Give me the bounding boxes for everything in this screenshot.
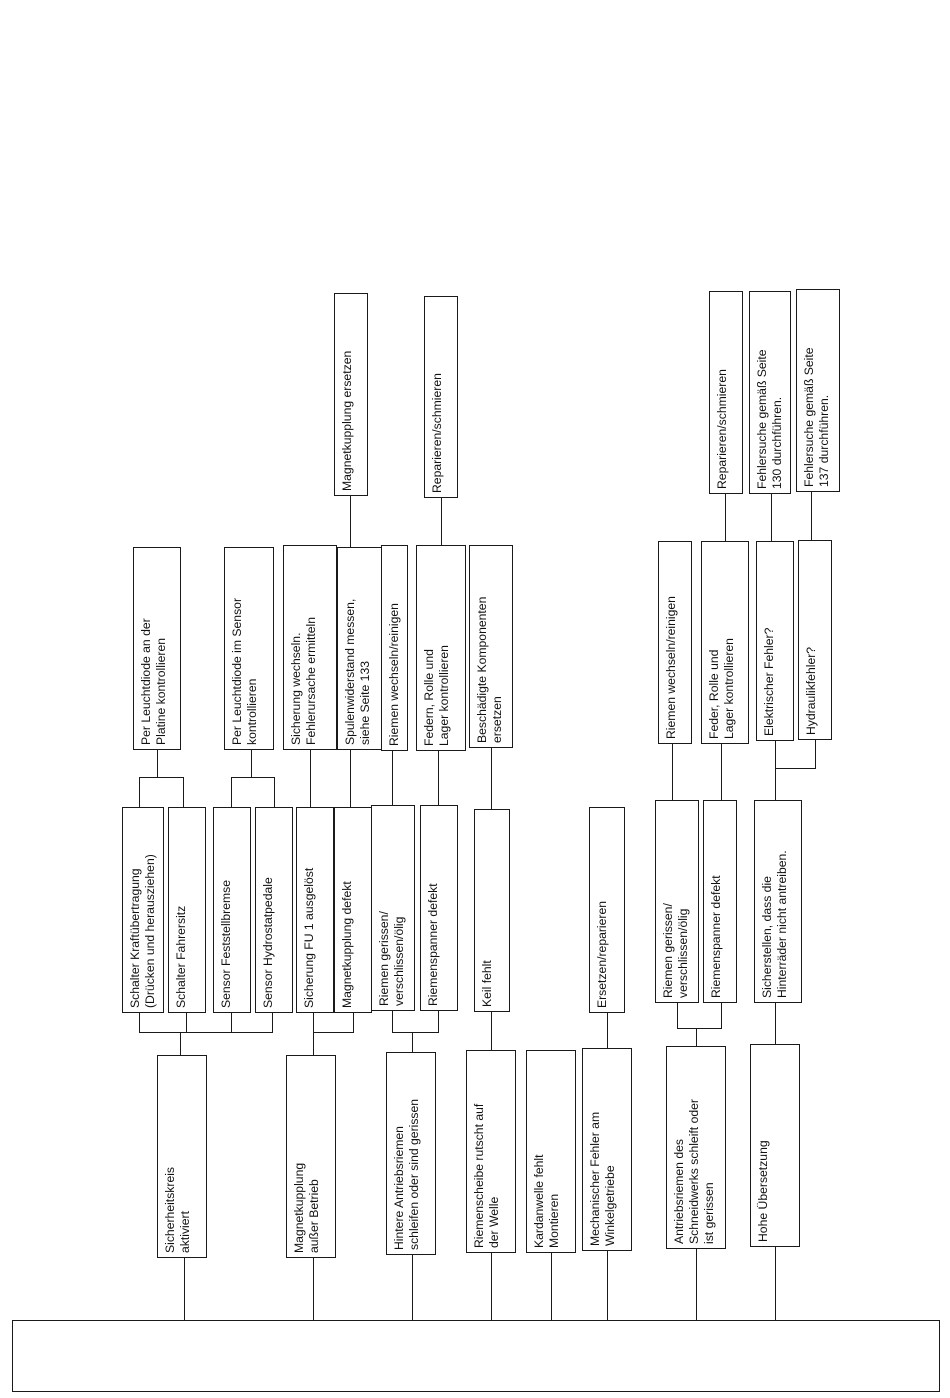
box-label: Sicherstellen, dass die Hinterräder nicht antreiben.: [760, 850, 789, 998]
box-label: Fehlersuche gemäß Seite 137 durchführen.: [802, 347, 831, 487]
connector-line: [231, 1013, 232, 1033]
box-label: Hydraulikfehler?: [804, 646, 818, 735]
action-box-page-130: [749, 291, 791, 494]
connector-line: [310, 750, 311, 808]
box-label: Riemenspanner defekt: [426, 883, 440, 1006]
box-label: Sensor Hydrostatpedale: [261, 877, 275, 1008]
box-label: Magnetkupplung außer Betrieb: [292, 1162, 321, 1253]
symptom-box-cardan-shaft: [526, 1050, 576, 1253]
symptom-box-angle-gearbox: [582, 1048, 632, 1251]
box-label: Riemen wechseln/reinigen: [387, 603, 401, 746]
cause-box-rear-wheels: [754, 800, 802, 1003]
connector-line: [815, 740, 816, 769]
connector-line: [183, 777, 184, 808]
connector-line: [353, 1013, 354, 1033]
connector-line: [231, 777, 232, 808]
check-box-cutter-springs: [701, 541, 749, 744]
connector-line: [775, 741, 776, 801]
box-label: Riemenscheibe rutscht auf der Welle: [472, 1103, 501, 1248]
connector-line: [811, 492, 812, 541]
box-label: Schalter Fahrersitz: [174, 905, 188, 1008]
connector-line: [231, 777, 275, 778]
symptom-box-cutter-drive-belt: [666, 1046, 726, 1249]
symptom-box-magnetic-clutch: [286, 1055, 336, 1258]
connector-line: [696, 1028, 697, 1047]
connector-line: [677, 1028, 722, 1029]
connector-line: [157, 750, 158, 778]
cause-box-cutter-belt-tensioner: [703, 800, 737, 1003]
connector-line: [696, 1249, 697, 1321]
connector-line: [607, 1012, 608, 1049]
symptom-box-rear-drive-belts: [386, 1052, 436, 1255]
box-label: Hintere Antriebsriemen schleifen oder sind gerissen: [392, 1098, 421, 1250]
box-label: Schalter Kraftübertragung (Drücken und herausziehen): [128, 854, 157, 1008]
connector-line: [251, 750, 252, 778]
cause-box-belt-tensioner: [420, 805, 458, 1011]
connector-line: [186, 1013, 187, 1033]
check-box-led-board: [133, 547, 181, 750]
connector-line: [775, 1003, 776, 1045]
connector-line: [139, 777, 140, 808]
box-label: Reparieren/schmieren: [715, 369, 729, 489]
connector-line: [180, 1032, 181, 1056]
connector-line: [392, 1032, 439, 1033]
connector-line: [491, 1012, 492, 1051]
connector-line: [721, 744, 722, 801]
box-label: Sensor Feststellbremse: [219, 879, 233, 1008]
box-label: Federn, Rolle und Lager kontrollieren: [422, 645, 451, 746]
connector-line: [274, 777, 275, 808]
action-box-replace-clutch: [334, 293, 368, 496]
box-label: Mechanischer Fehler am Winkelgetriebe: [588, 1111, 617, 1246]
check-box-belt-change: [381, 545, 408, 751]
check-box-led-sensor: [224, 547, 274, 750]
box-label: Fehlersuche gemäß Seite 130 durchführen.: [755, 349, 784, 489]
connector-line: [721, 1003, 722, 1029]
connector-line: [184, 1258, 185, 1321]
connector-line: [412, 1255, 413, 1321]
box-label: Reparieren/schmieren: [430, 373, 444, 493]
box-label: Magnetkupplung ersetzen: [340, 350, 354, 491]
connector-line: [491, 748, 492, 810]
check-box-electrical-fault: [756, 541, 794, 741]
box-label: Sicherung FU 1 ausgelöst: [302, 867, 316, 1008]
box-label: Elektrischer Fehler?: [762, 627, 776, 736]
connector-line: [139, 1032, 273, 1033]
connector-line: [313, 1013, 314, 1033]
connector-line: [392, 1011, 393, 1033]
box-label: Sicherung wechseln. Fehlerursache ermitteln: [289, 616, 318, 745]
check-box-change-fuse: [283, 545, 337, 750]
connector-line: [775, 1247, 776, 1321]
connector-line: [677, 1003, 678, 1029]
connector-line: [725, 494, 726, 542]
symptom-box-pulley-slips: [466, 1050, 516, 1253]
check-box-coil-resistance: [337, 547, 383, 750]
connector-line: [672, 744, 673, 801]
cause-box-replace-repair: [589, 807, 625, 1013]
box-label: Riemenspanner defekt: [709, 875, 723, 998]
cause-box-key-missing: [474, 809, 510, 1012]
box-label: Kardanwelle fehlt Montieren: [532, 1154, 561, 1248]
connector-line: [272, 1013, 273, 1033]
box-label: Sicherheitskreis aktiviert: [163, 1166, 192, 1253]
box-label: Per Leuchtdiode im Sensor kontrollieren: [230, 597, 259, 745]
connector-line: [551, 1253, 552, 1321]
check-box-hydraulic-fault: [798, 540, 832, 740]
cause-box-pto-switch: [122, 807, 164, 1013]
box-label: Magnetkupplung defekt: [340, 881, 354, 1008]
connector-line: [313, 1032, 314, 1056]
action-box-repair-lubricate-2: [709, 291, 743, 494]
connector-line: [350, 496, 351, 548]
connector-line: [771, 494, 772, 542]
cause-box-cutter-belt-torn: [655, 800, 699, 1003]
box-label: Riemen wechseln/reinigen: [664, 596, 678, 739]
box-label: Antriebsriemen des Schneidwerks schleift oder ist gerissen: [672, 1099, 716, 1244]
connector-line: [313, 1258, 314, 1321]
connector-line: [412, 1032, 413, 1053]
box-label: Beschädigte Komponenten ersetzen: [475, 596, 504, 743]
connector-line: [139, 777, 184, 778]
check-box-springs-pulley: [416, 545, 466, 751]
box-label: Riemen gerissen/ verschlissen/ölig: [661, 903, 690, 998]
cause-box-fuse-fu1: [296, 807, 334, 1013]
check-box-cutter-belt-change: [658, 541, 692, 744]
connector-line: [607, 1251, 608, 1321]
connector-line: [350, 750, 351, 808]
symptom-box-safety-circuit: [157, 1055, 207, 1258]
box-label: Riemen gerissen/ verschlissen/ölig: [377, 911, 406, 1006]
box-label: Keil fehlt: [480, 960, 494, 1007]
connector-line: [139, 1013, 140, 1033]
connector-line: [438, 1011, 439, 1033]
connector-line: [438, 751, 439, 806]
cause-box-hydrostat-pedal-sensor: [255, 807, 293, 1013]
symptom-box-high-ratio: [750, 1044, 800, 1247]
box-label: Per Leuchtdiode an der Platine kontrollieren: [139, 618, 168, 745]
action-box-repair-lubricate: [424, 296, 458, 498]
box-label: Hohe Übersetzung: [756, 1140, 770, 1242]
connector-line: [491, 1253, 492, 1321]
root-box: [12, 1320, 940, 1392]
box-label: Spulenwiderstand messen, siehe Seite 133: [343, 598, 372, 745]
cause-box-seat-switch: [168, 807, 206, 1013]
action-box-page-137: [796, 289, 840, 492]
connector-line: [313, 1032, 354, 1033]
connector-line: [441, 498, 442, 546]
box-label: Feder, Rolle und Lager kontrollieren: [707, 638, 736, 739]
cause-box-belt-torn: [371, 805, 415, 1011]
check-box-replace-parts: [469, 545, 513, 748]
cause-box-clutch-defect: [334, 807, 372, 1013]
connector-line: [775, 768, 816, 769]
connector-line: [392, 751, 393, 806]
box-label: Ersetzen/reparieren: [595, 900, 609, 1008]
cause-box-parking-brake-sensor: [213, 807, 251, 1013]
box-label: [13, 1321, 940, 1392]
